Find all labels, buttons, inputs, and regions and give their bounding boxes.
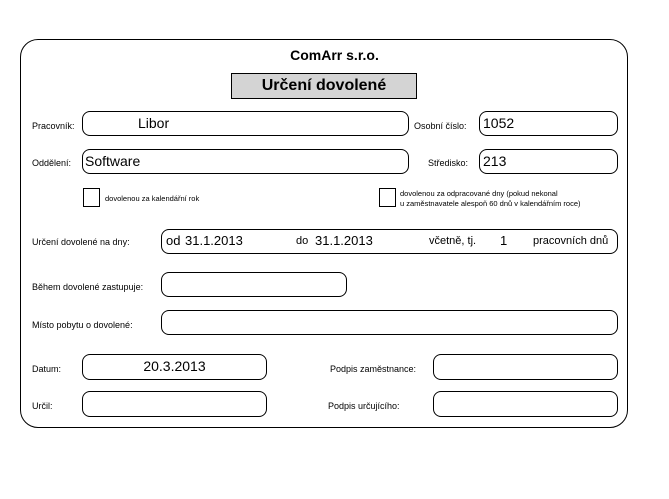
period-days-value: 1 [500,233,508,248]
location-label: Místo pobytu o dovolené: [32,320,133,330]
calendar-year-option-label: dovolenou za kalendářní rok [105,194,200,203]
company-name: ComArr s.r.o. [290,47,379,63]
location-field[interactable] [161,310,618,335]
date-field[interactable]: 20.3.2013 [82,354,267,380]
decided-by-field[interactable] [82,391,267,417]
worked-days-option-line2: u zaměstnavatele alespoň 60 dnů v kalendářním roce) [400,199,581,208]
period-from-label: od [166,233,181,248]
date-label: Datum: [32,364,62,374]
center-field[interactable]: 213 [479,149,618,174]
form-title: Určení dovolené [231,73,417,99]
employee-number-field[interactable]: 1052 [479,111,618,136]
period-from-value: 31.1.2013 [185,233,243,248]
substitute-label: Během dovolené zastupuje: [32,282,144,292]
department-label: Oddělení: [32,158,72,168]
employee-field[interactable]: Libor [82,111,409,136]
substitute-field[interactable] [161,272,347,297]
worked-days-option-line1: dovolenou za odpracované dny (pokud nekonal [400,189,558,198]
worked-days-checkbox[interactable] [379,188,396,207]
center-label: Středisko: [428,158,469,168]
employee-signature-field[interactable] [433,354,618,380]
period-to-label: do [296,235,309,247]
decider-signature-label: Podpis určujícího: [328,401,400,411]
period-inclusive-label: včetně, tj. [429,235,477,247]
employee-number-label: Osobní číslo: [414,121,467,131]
employee-signature-label: Podpis zaměstnance: [330,364,417,374]
period-to-value: 31.1.2013 [315,233,373,248]
period-label: Určení dovolené na dny: [32,237,130,247]
period-days-unit: pracovních dnů [533,235,609,247]
employee-label: Pracovník: [32,121,75,131]
decided-by-label: Určil: [32,401,53,411]
calendar-year-checkbox[interactable] [83,188,100,207]
department-field[interactable]: Software [82,149,409,174]
decider-signature-field[interactable] [433,391,618,417]
